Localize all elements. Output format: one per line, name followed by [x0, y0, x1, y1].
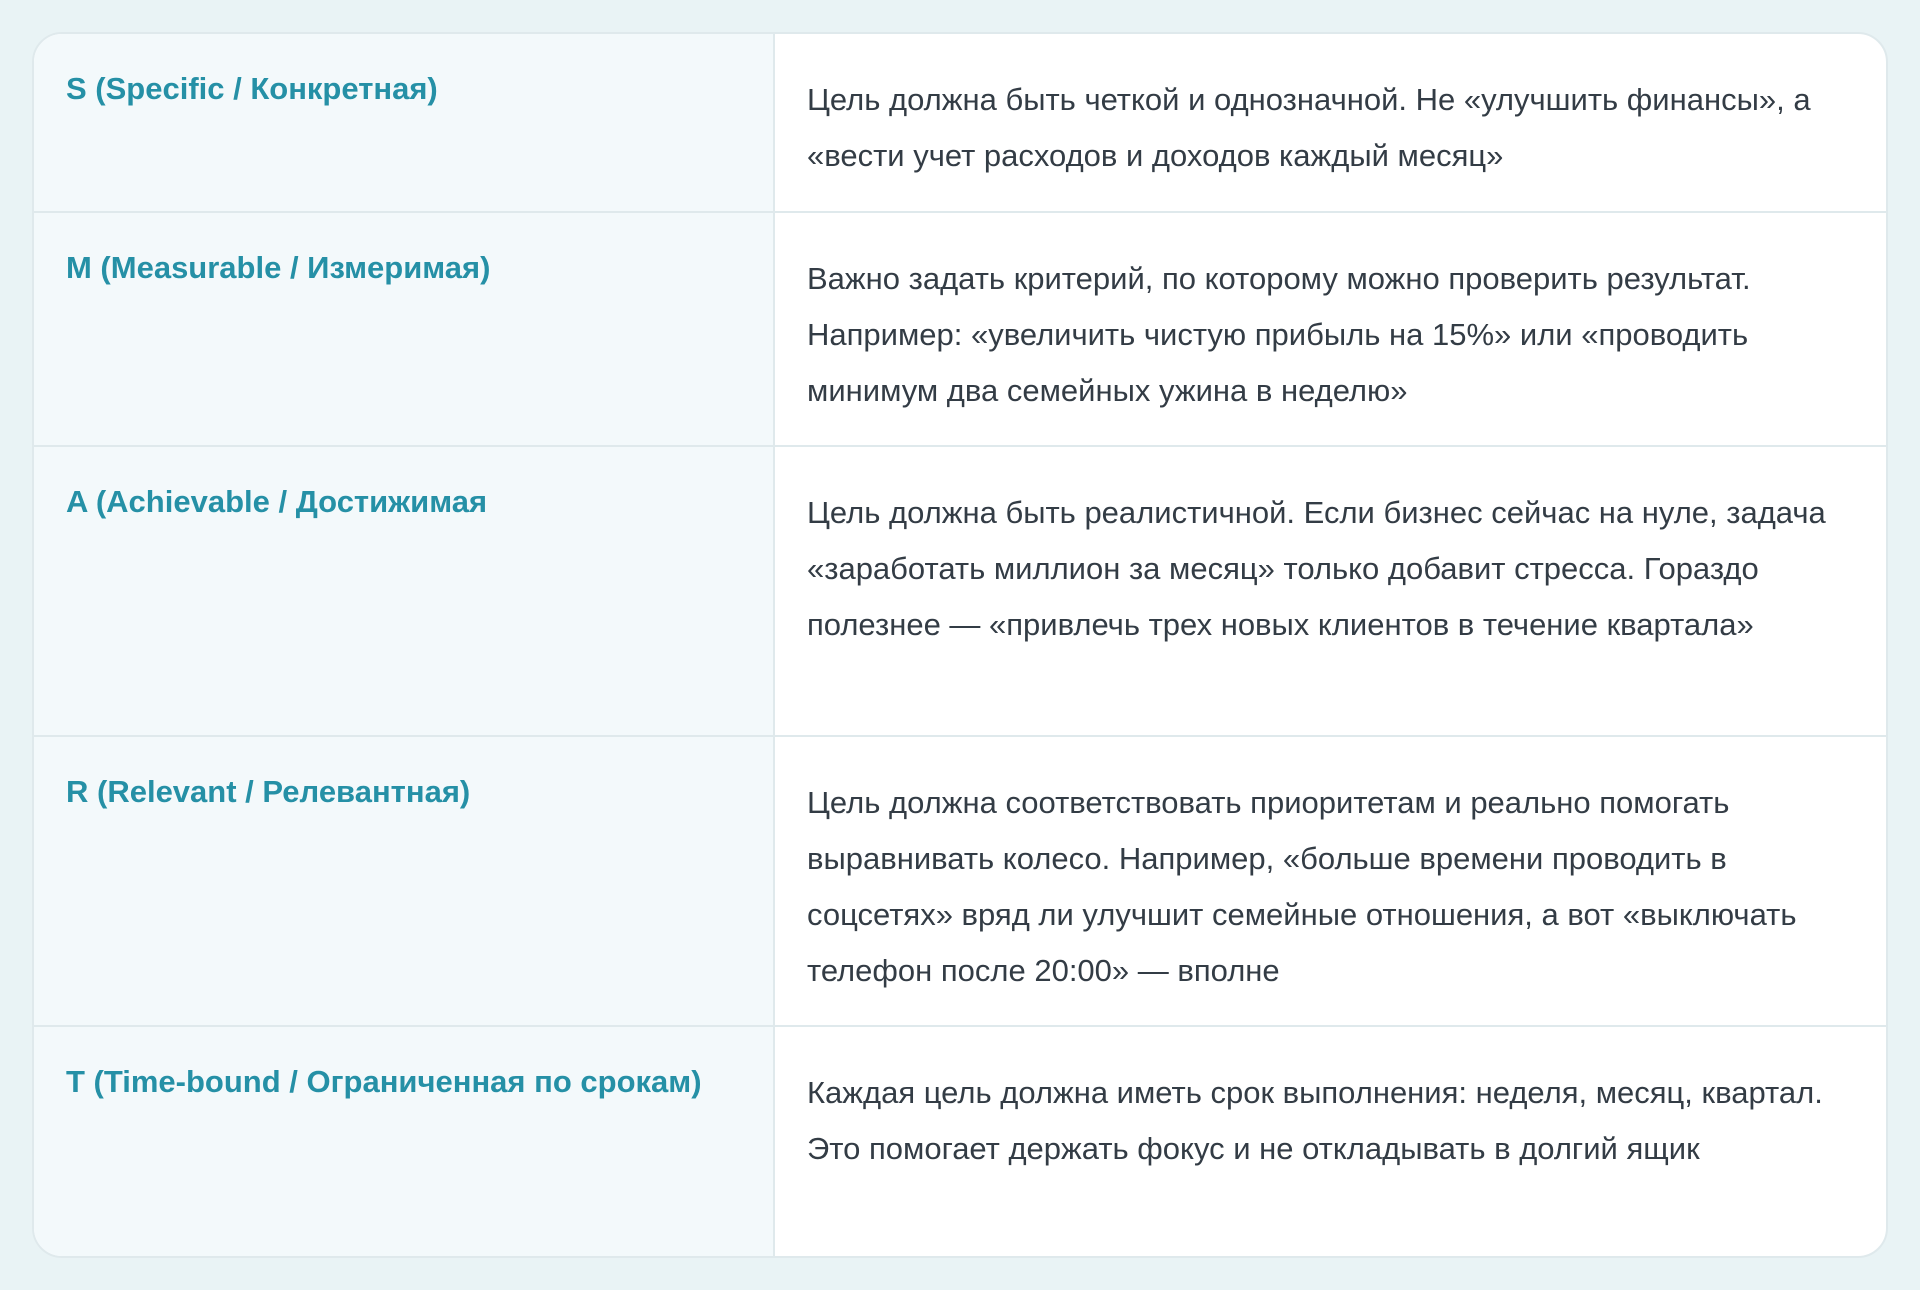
criterion-term-measurable: M (Measurable / Измеримая) [34, 212, 774, 446]
criterion-term-achievable: A (Achievable / Достижимая [34, 446, 774, 736]
criterion-description-relevant [774, 736, 1886, 1026]
description-text: Важно задать критерий, по которому можно проверить результат. Например: «увеличить чистую прибыль на 15%» или «проводить минимум два семейных ужина в неделю» [807, 261, 1751, 408]
criterion-description-achievable [774, 446, 1886, 736]
smart-criteria-table [34, 34, 1886, 1256]
criterion-description-time-bound [774, 1026, 1886, 1256]
smart-criteria-table-card [32, 32, 1888, 1258]
description-text: Цель должна быть четкой и однозначной. Не «улучшить финансы», а «вести учет расходов и доходов каждый месяц» [807, 82, 1811, 173]
criterion-term-specific: S (Specific / Конкретная) [34, 34, 774, 212]
criterion-description-measurable [774, 212, 1886, 446]
criterion-description-specific [774, 34, 1886, 212]
table-row [34, 1026, 1886, 1256]
criterion-term-relevant: R (Relevant / Релевантная) [34, 736, 774, 1026]
table-row [34, 736, 1886, 1026]
table-row [34, 446, 1886, 736]
table-row [34, 34, 1886, 212]
description-text: Цель должна соответствовать приоритетам и реально помогать выравнивать колесо. Например, «больше времени проводить в соцсетях» вряд ли улучшит семейные отношения, а вот «выключать телефон после 20:00» — вполне [807, 785, 1797, 988]
description-text: Каждая цель должна иметь срок выполнения: неделя, месяц, квартал. Это помогает держать фокус и не откладывать в долгий ящик [807, 1075, 1823, 1166]
description-text: Цель должна быть реалистичной. Если бизнес сейчас на нуле, задача «заработать миллион за месяц» только добавит стресса. Гораздо полезнее — «привлечь трех новых клиентов в течение квартала» [807, 495, 1826, 642]
criterion-term-time-bound: T (Time-bound / Ограниченная по срокам) [34, 1026, 774, 1256]
table-row [34, 212, 1886, 446]
